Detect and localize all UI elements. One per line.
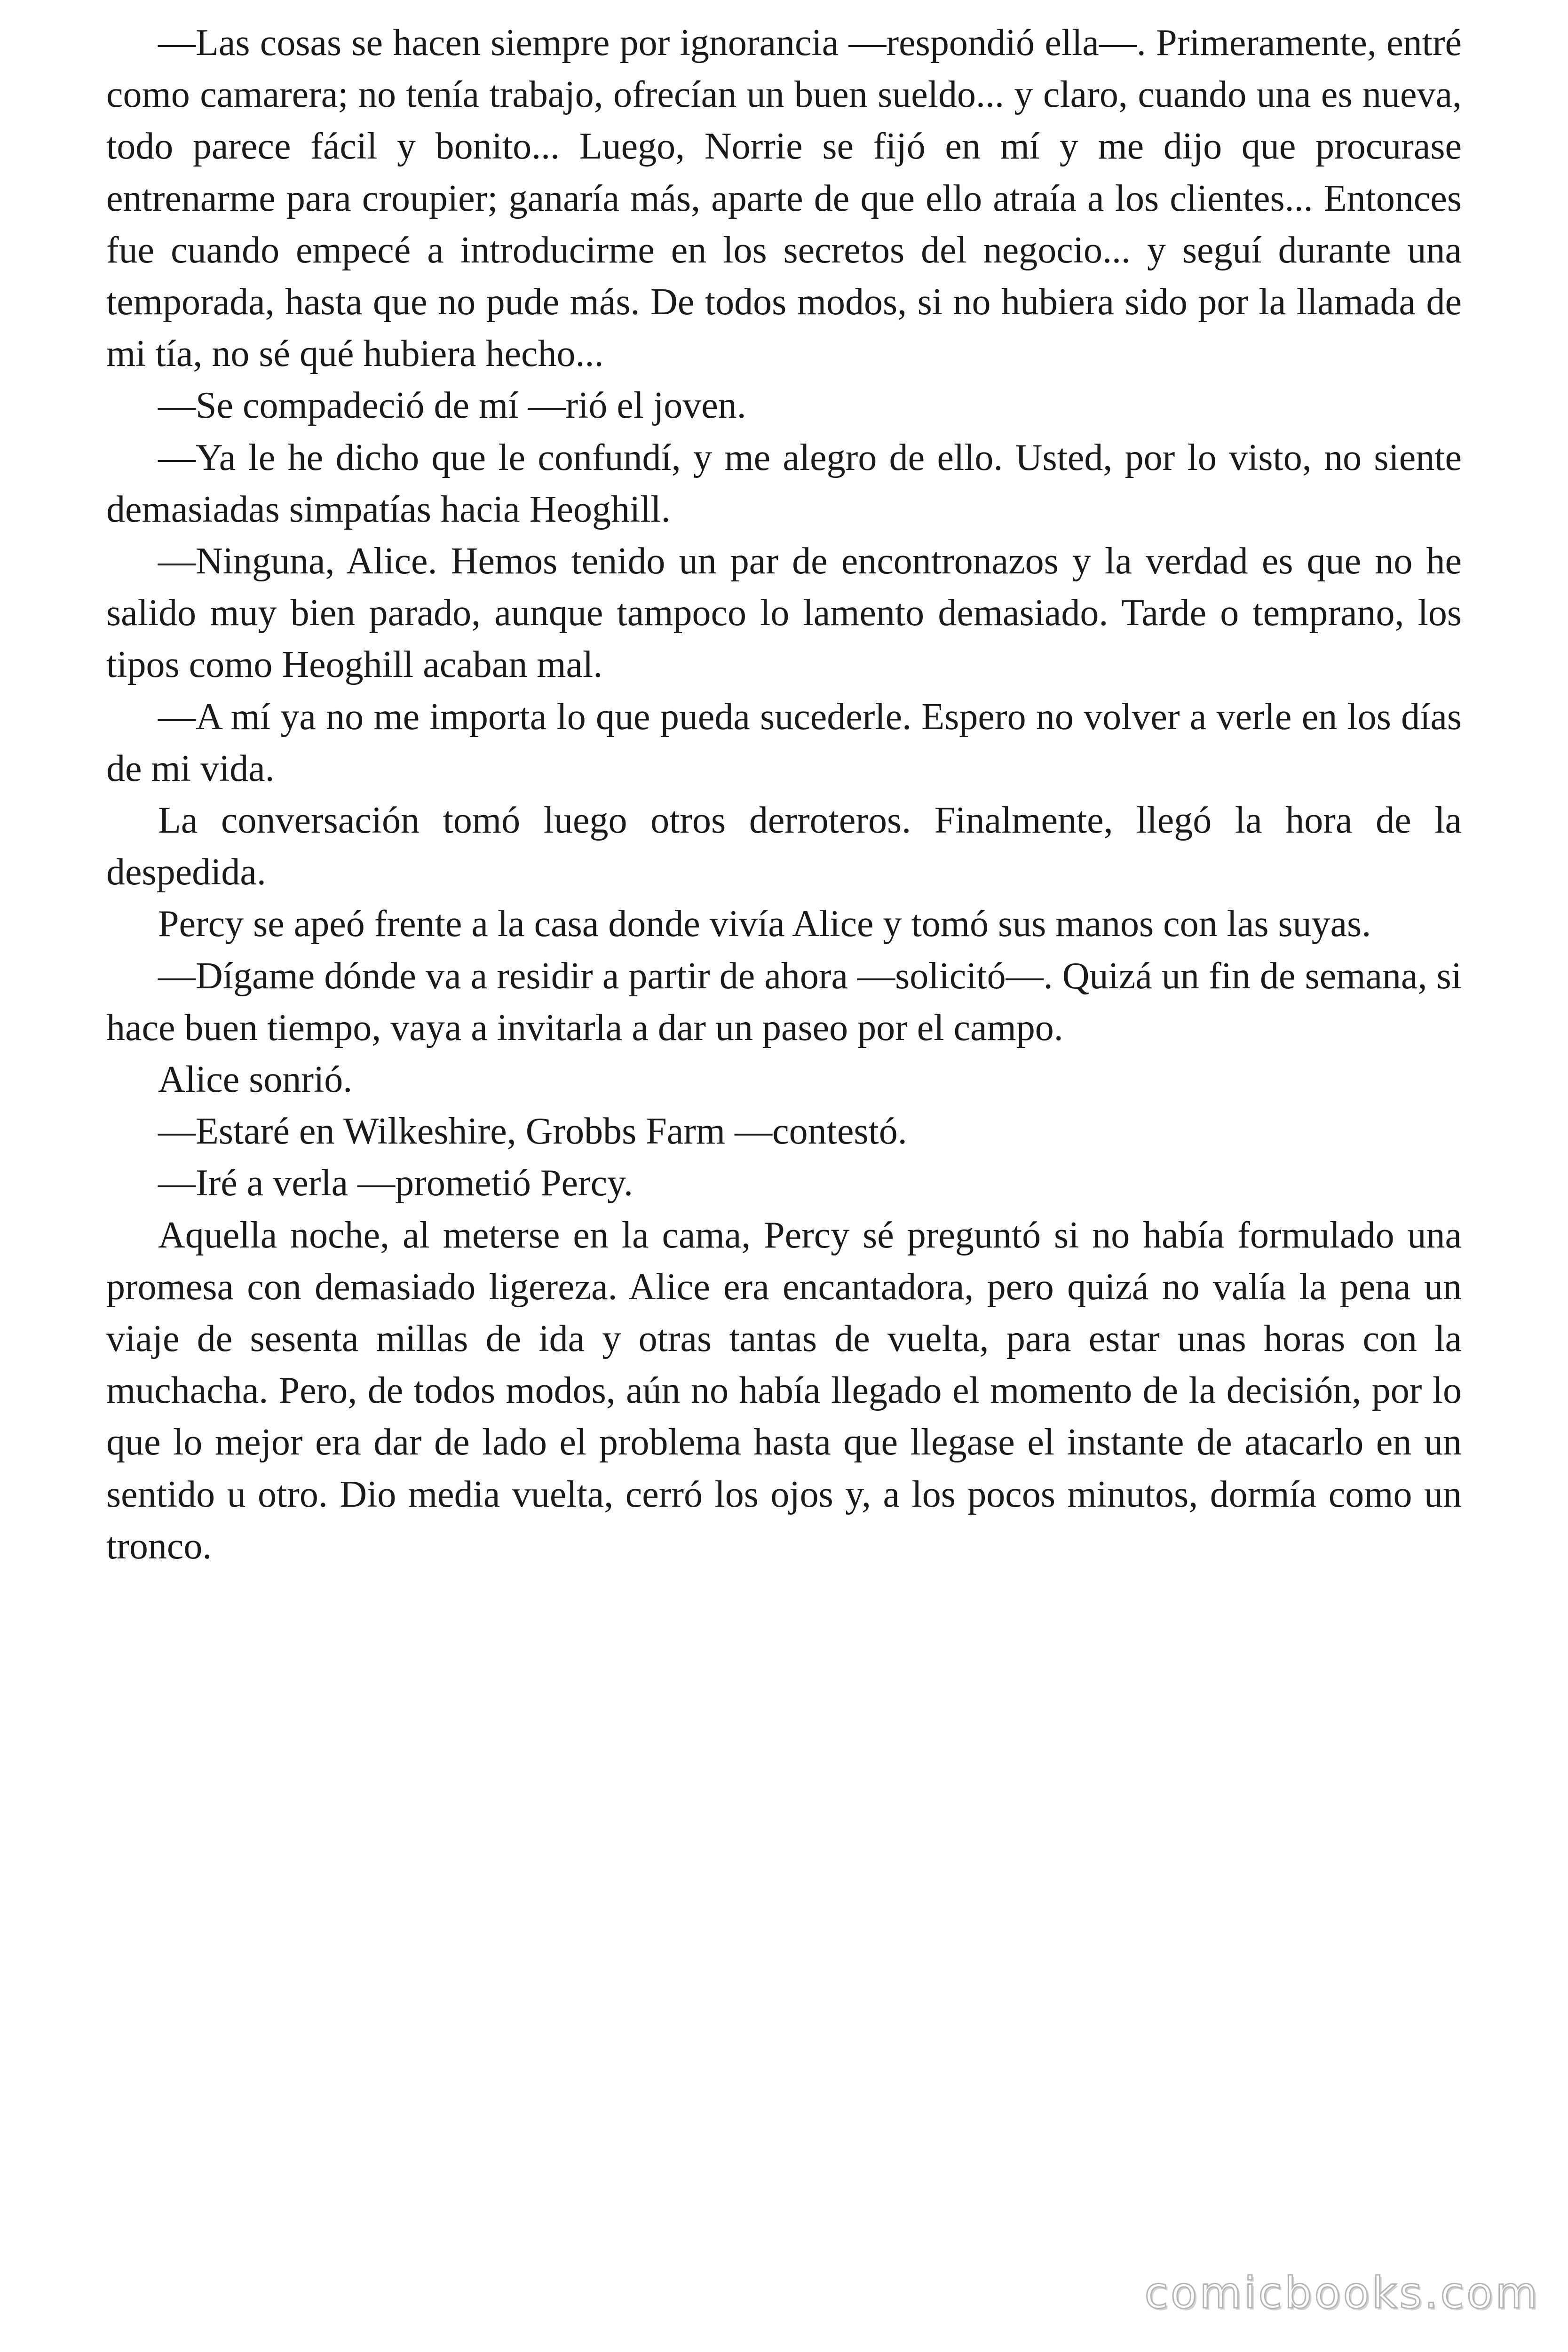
paragraph: La conversación tomó luego otros derroteros. Finalmente, llegó la hora de la despedida. xyxy=(106,800,1462,893)
paragraph: Aquella noche, al meterse en la cama, Percy sé preguntó si no había formulado una promesa con demasiado ligereza. Alice era encantadora, pero quizá no valía la pena un viaje de sesenta millas de ida y otras tantas de vuelta, para estar unas horas con la muchacha. Pero, de todos modos, aún no había llegado el momento de la decisión, por lo que lo mejor era dar de lado el problema hasta que llegase el instante de atacarlo en un sentido u otro. Dio media vuelta, cerró los ojos y, a los pocos minutos, dormía como un tronco. xyxy=(106,1214,1462,1567)
paragraph: —Dígame dónde va a residir a partir de ahora —solicitó—. Quizá un fin de semana, si hace buen tiempo, vaya a invitarla a dar un paseo por el campo. xyxy=(106,955,1462,1049)
book-page xyxy=(106,17,1462,1572)
paragraph: —Estaré en Wilkeshire, Grobbs Farm —contestó. xyxy=(158,1111,907,1152)
paragraph: Alice sonrió. xyxy=(158,1059,353,1101)
paragraph: —Iré a verla —prometió Percy. xyxy=(158,1162,633,1204)
paragraph: —Se compadeció de mí —rió el joven. xyxy=(158,385,746,427)
paragraph: —Ninguna, Alice. Hemos tenido un par de encontronazos y la verdad es que no he salido muy bien parado, aunque tampoco lo lamento demasiado. Tarde o temprano, los tipos como Heoghill acaban mal. xyxy=(106,540,1462,686)
paragraph: —Las cosas se hacen siempre por ignorancia —respondió ella—. Primeramente, entré como camarera; no tenía trabajo, ofrecían un buen sueldo... y claro, cuando una es nueva, todo parece fácil y bonito... Luego, Norrie se fijó en mí y me dijo que procurase entrenarme para croupier; ganaría más, aparte de que ello atraía a los clientes... Entonces fue cuando empecé a introducirme en los secretos del negocio... y seguí durante una temporada, hasta que no pude más. De todos modos, si no hubiera sido por la llamada de mi tía, no sé qué hubiera hecho... xyxy=(106,22,1462,375)
paragraph: —A mí ya no me importa lo que pueda sucederle. Espero no volver a verle en los días de mi vida. xyxy=(106,696,1462,789)
paragraph: —Ya le he dicho que le confundí, y me alegro de ello. Usted, por lo visto, no siente demasiadas simpatías hacia Heoghill. xyxy=(106,437,1462,530)
paragraph: Percy se apeó frente a la casa donde vivía Alice y tomó sus manos con las suyas. xyxy=(158,903,1371,945)
watermark-logo: comicbooks.com xyxy=(1144,2268,1540,2318)
